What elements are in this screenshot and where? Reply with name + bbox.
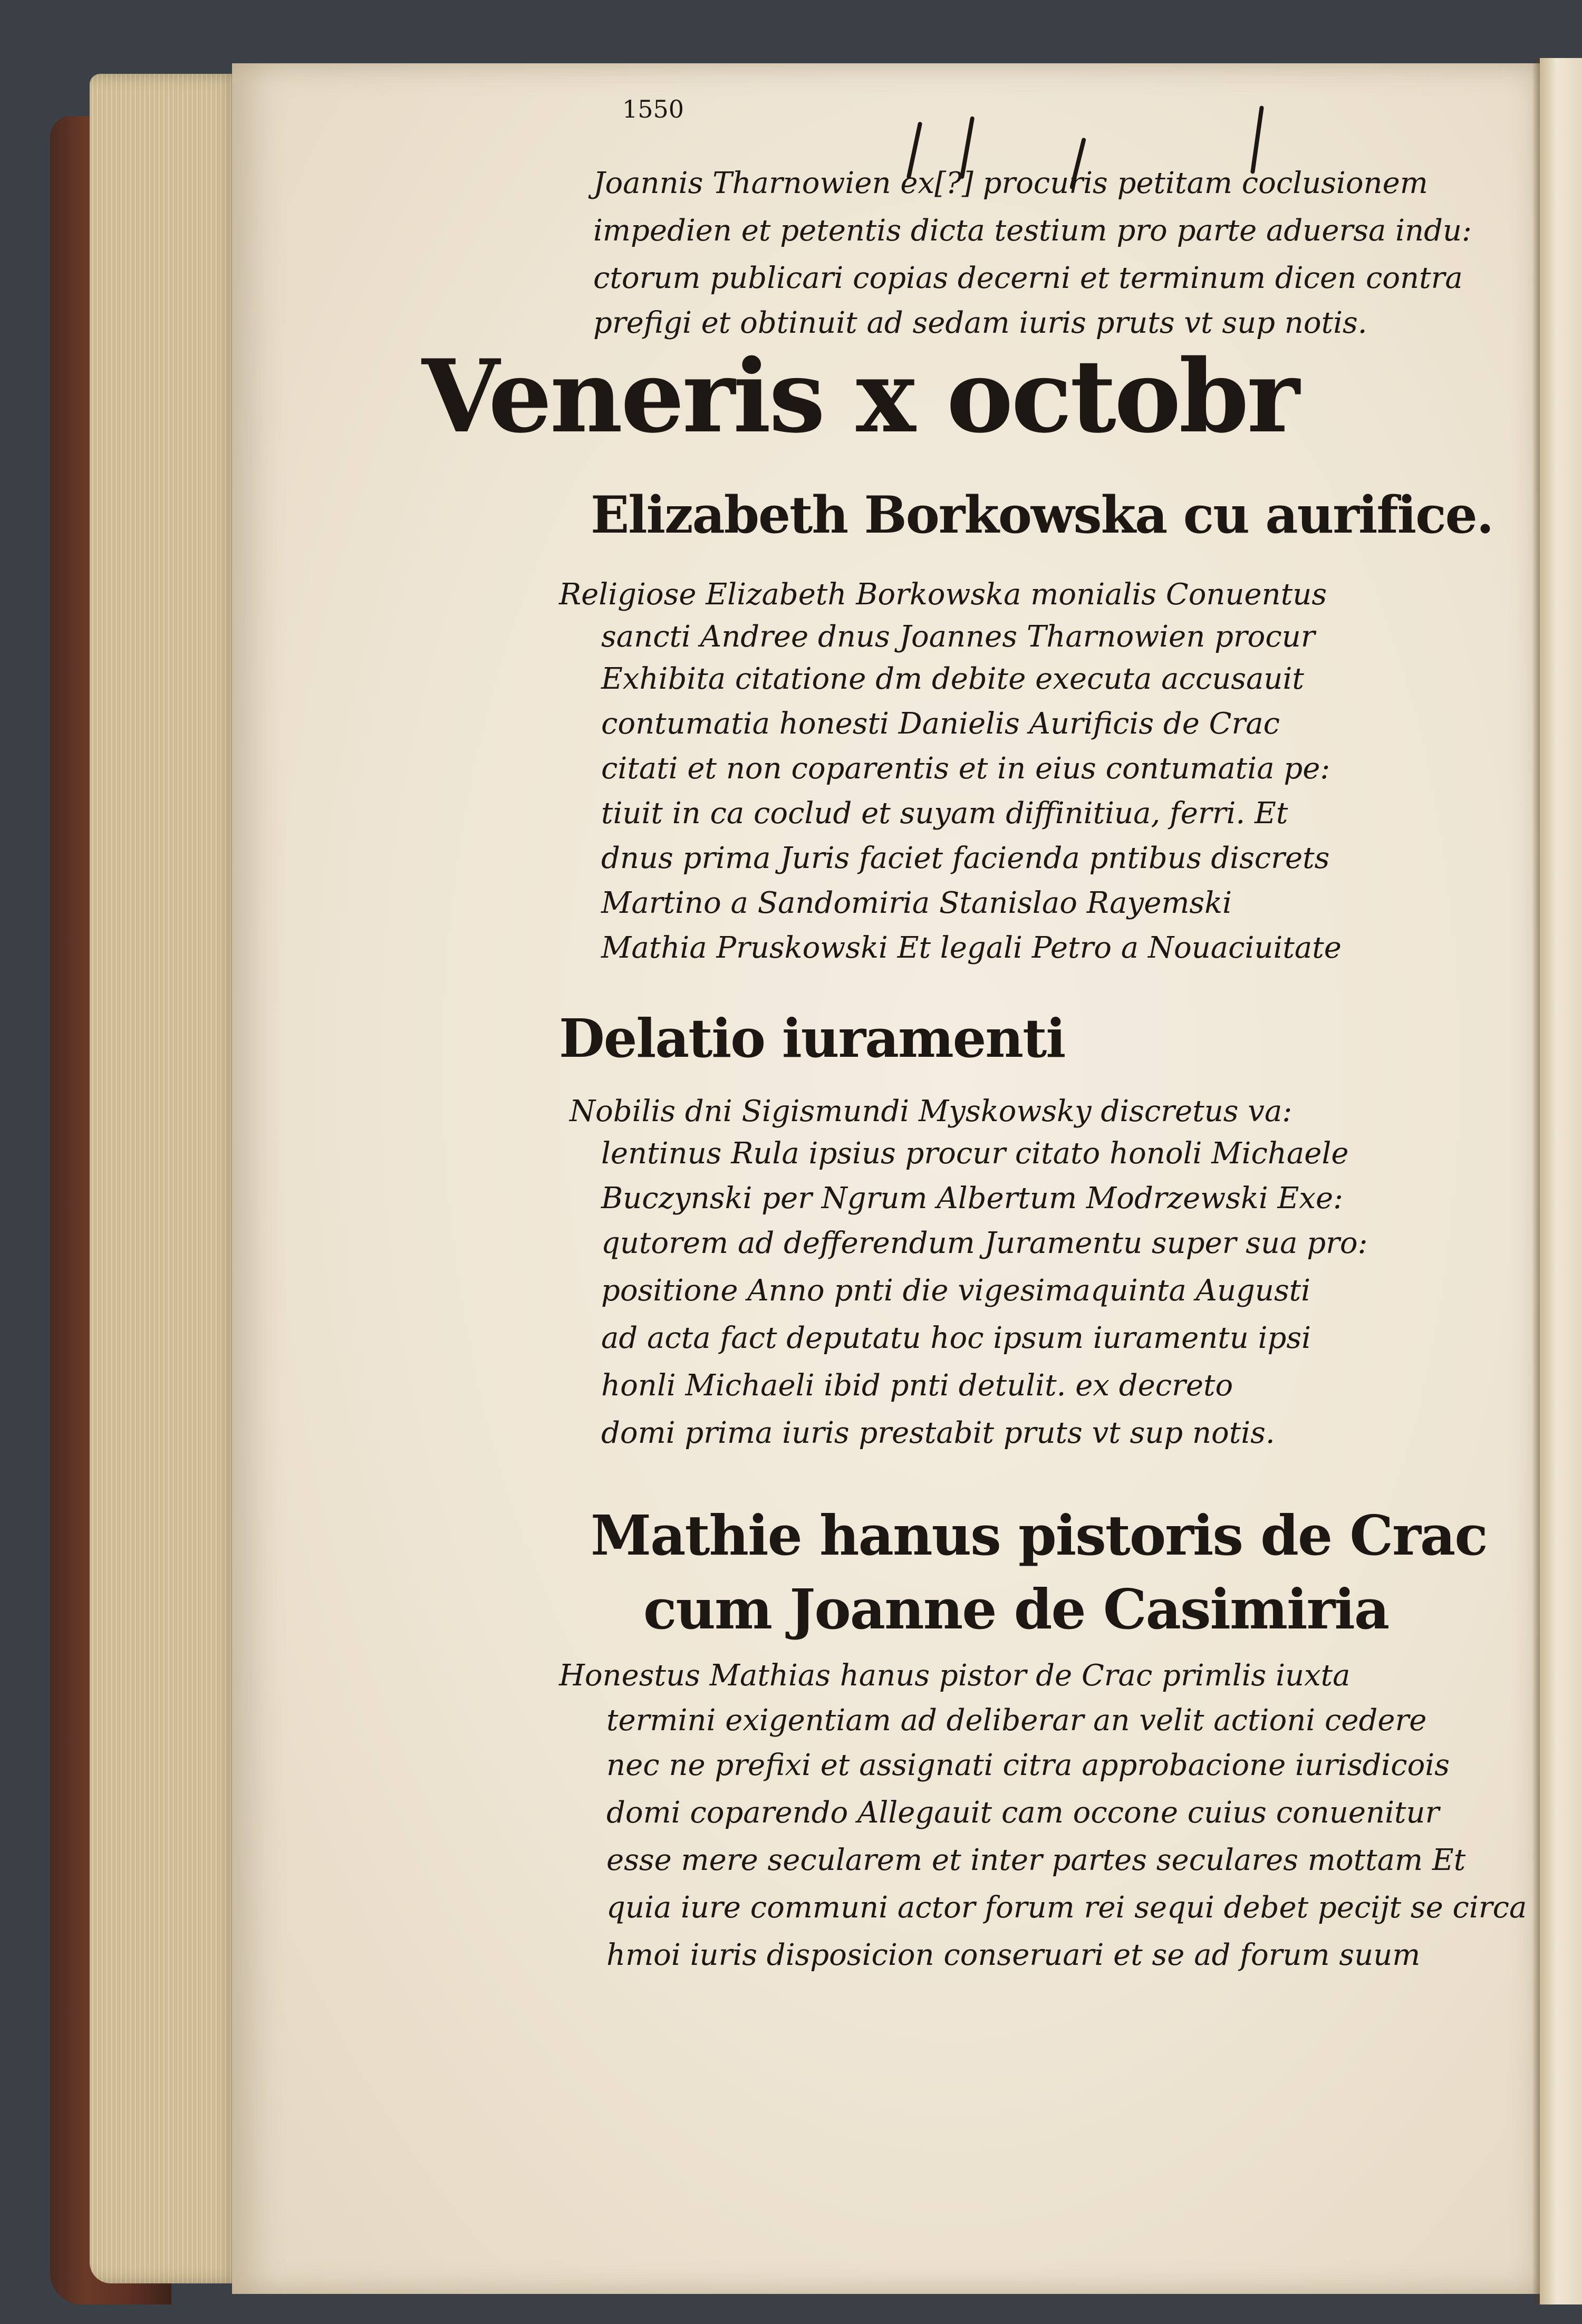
section-heading: Mathie hanus pistoris de Crac xyxy=(591,1503,1487,1568)
text-line: qutorem ad defferendum Juramentu super sua pro: xyxy=(601,1226,1368,1260)
text-line: Religiose Elizabeth Borkowska monialis Conuentus xyxy=(559,577,1327,612)
text-line: hmoi iuris disposicion conseruari et se ad forum suum xyxy=(606,1938,1421,1972)
text-line: domi prima iuris prestabit pruts vt sup notis. xyxy=(601,1416,1275,1450)
text-line: Martino a Sandomiria Stanislao Rayemski xyxy=(601,886,1232,920)
text-line: Nobilis dni Sigismundi Myskowsky discretus va: xyxy=(570,1094,1292,1129)
section-heading: cum Joanne de Casimiria xyxy=(643,1577,1389,1642)
text-line: positione Anno pnti die vigesimaquinta Augusti xyxy=(601,1274,1311,1308)
section-heading: Delatio iuramenti xyxy=(559,1007,1065,1069)
date-heading: Veneris x octobr xyxy=(422,337,1298,455)
text-line: sancti Andree dnus Joannes Tharnowien procur xyxy=(601,620,1315,654)
page-year: 1550 xyxy=(622,95,684,123)
text-line: impedien et petentis dicta testium pro parte aduersa indu: xyxy=(593,214,1472,248)
text-line: Buczynski per Ngrum Albertum Modrzewski Exe: xyxy=(601,1181,1343,1216)
text-line: esse mere secularem et inter partes seculares mottam Et xyxy=(606,1843,1466,1877)
text-line: dnus prima Juris faciet facienda pntibus discrets xyxy=(601,841,1330,875)
text-line: ad acta fact deputatu hoc ipsum iuramentu ipsi xyxy=(601,1321,1311,1355)
page-edges-stack xyxy=(90,74,243,2283)
text-line: termini exigentiam ad deliberar an velit actioni cedere xyxy=(606,1703,1427,1738)
text-line: contumatia honesti Danielis Aurificis de Crac xyxy=(601,707,1280,741)
text-line: tiuit in ca coclud et suyam diffinitiua, ferri. Et xyxy=(601,796,1288,831)
text-line: domi coparendo Allegauit cam occone cuius conuenitur xyxy=(606,1796,1440,1830)
text-line: lentinus Rula ipsius procur citato honoli Michaele xyxy=(601,1136,1349,1171)
text-line: honli Michaeli ibid pnti detulit. ex decreto xyxy=(601,1368,1233,1403)
facing-page-edge xyxy=(1540,58,1582,2304)
text-line: Honestus Mathias hanus pistor de Crac primlis iuxta xyxy=(559,1658,1351,1693)
section-heading: Elizabeth Borkowska cu aurifice. xyxy=(591,485,1493,545)
text-line: nec ne prefixi et assignati citra approbacione iurisdicois xyxy=(606,1748,1450,1782)
text-line: Joannis Tharnowien ex[?] procuris petitam coclusionem xyxy=(593,166,1428,200)
text-line: ctorum publicari copias decerni et terminum dicen contra xyxy=(593,261,1463,295)
text-line: quia iure communi actor forum rei sequi debet pecijt se circa xyxy=(606,1891,1527,1925)
text-line: Exhibita citatione dm debite executa accusauit xyxy=(601,662,1304,696)
text-line: Mathia Pruskowski Et legali Petro a Nouaciuitate xyxy=(601,931,1342,965)
text-line: citati et non coparentis et in eius contumatia pe: xyxy=(601,751,1330,786)
text-line: prefigi et obtinuit ad sedam iuris pruts vt sup notis. xyxy=(593,306,1367,340)
